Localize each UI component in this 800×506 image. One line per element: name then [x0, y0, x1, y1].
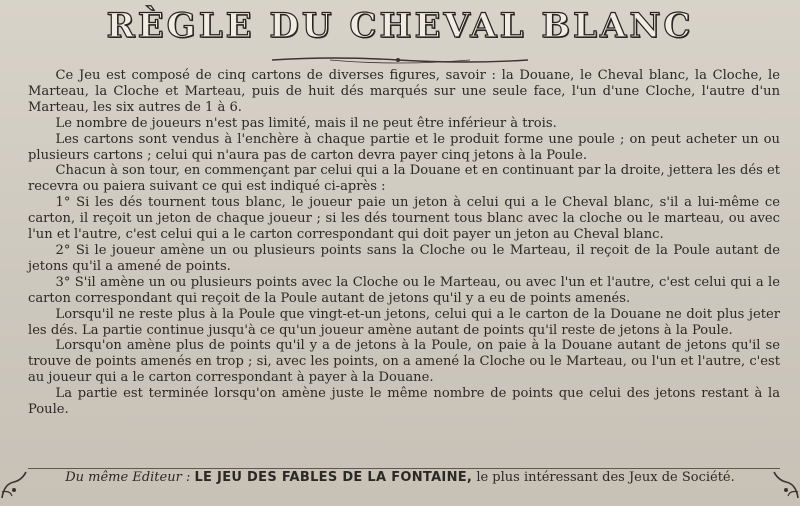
rule-paragraph: Chacun à son tour, en commençant par celui qui a la Douane et en continuant par la droite, jettera les dés et recevra ou paiera suivant ce qui est indiqué ci-après : [28, 163, 780, 195]
footer-publication-title: LE JEU DES FABLES DE LA FONTAINE, [194, 470, 473, 485]
rule-paragraph: 3° S'il amène un ou plusieurs points avec la Cloche ou le Marteau, ou avec l'un et l'autre, c'est celui qui a le carton correspondant qui reçoit de la Poule autant de jetons qu'il y a eu de points amenés. [28, 274, 780, 306]
rule-paragraph: La partie est terminée lorsqu'on amène juste le même nombre de points que celui des jetons restant à la Poule. [28, 386, 780, 418]
page-title: RÈGLE DU CHEVAL BLANC [106, 6, 694, 46]
footer-tagline: le plus intéressant des Jeux de Société. [476, 470, 735, 485]
rule-paragraph: 2° Si le joueur amène un ou plusieurs points sans la Cloche ou le Marteau, il reçoit de la Poule autant de jetons qu'il a amené de points. [28, 242, 780, 274]
rule-paragraph: Les cartons sont vendus à l'enchère à chaque partie et le produit forme une poule ; on peut acheter un ou plusieurs cartons ; celui qui n'aura pas de carton devra payer cinq jetons à la Poule. [28, 131, 780, 163]
footer-editor-label: Du même Editeur : [65, 470, 191, 485]
rule-paragraph: Lorsqu'il ne reste plus à la Poule que vingt-et-un jetons, celui qui a le carton de la Douane ne doit plus jeter les dés. La partie continue jusqu'à ce qu'un joueur amène autant de points qu'il reste de jetons à la Poule. [28, 306, 780, 338]
rules-text [28, 68, 780, 418]
rule-paragraph: 1° Si les dés tournent tous blanc, le joueur paie un jeton à celui qui a le Cheval blanc, s'il a lui-même ce carton, il reçoit un jeton de chaque joueur ; si les dés tournent tous blanc avec la cloche ou le marteau, ou avec l'un et l'autre, c'est celui qui a le carton correspondant qui doit payer un jeton au Cheval blanc. [28, 195, 780, 243]
corner-ornament-icon [770, 470, 800, 500]
footer-divider [28, 468, 780, 469]
rule-paragraph: Lorsqu'on amène plus de points qu'il y a de jetons à la Poule, on paie à la Douane autant de jetons qu'il se trouve de points amenés en trop ; si, avec les points, on a amené la Cloche ou le Marteau, ou l'un et l'autre, c'est au joueur qui a le carton correspondant à payer à la Douane. [28, 338, 780, 386]
rule-paragraph: Le nombre de joueurs n'est pas limité, mais il ne peut être inférieur à trois. [55, 115, 557, 131]
footer-publisher-line [0, 470, 800, 485]
rule-paragraph: Ce Jeu est composé de cinq cartons de diverses figures, savoir : la Douane, le Cheval blanc, la Cloche, le Marteau, la Cloche et Marteau, puis de huit dés marqués sur une seule face, l'un d'une Cloche, l'autre d'un Marteau, les six autres de 1 à 6. [28, 68, 780, 115]
title-flourish-ornament [270, 52, 530, 68]
